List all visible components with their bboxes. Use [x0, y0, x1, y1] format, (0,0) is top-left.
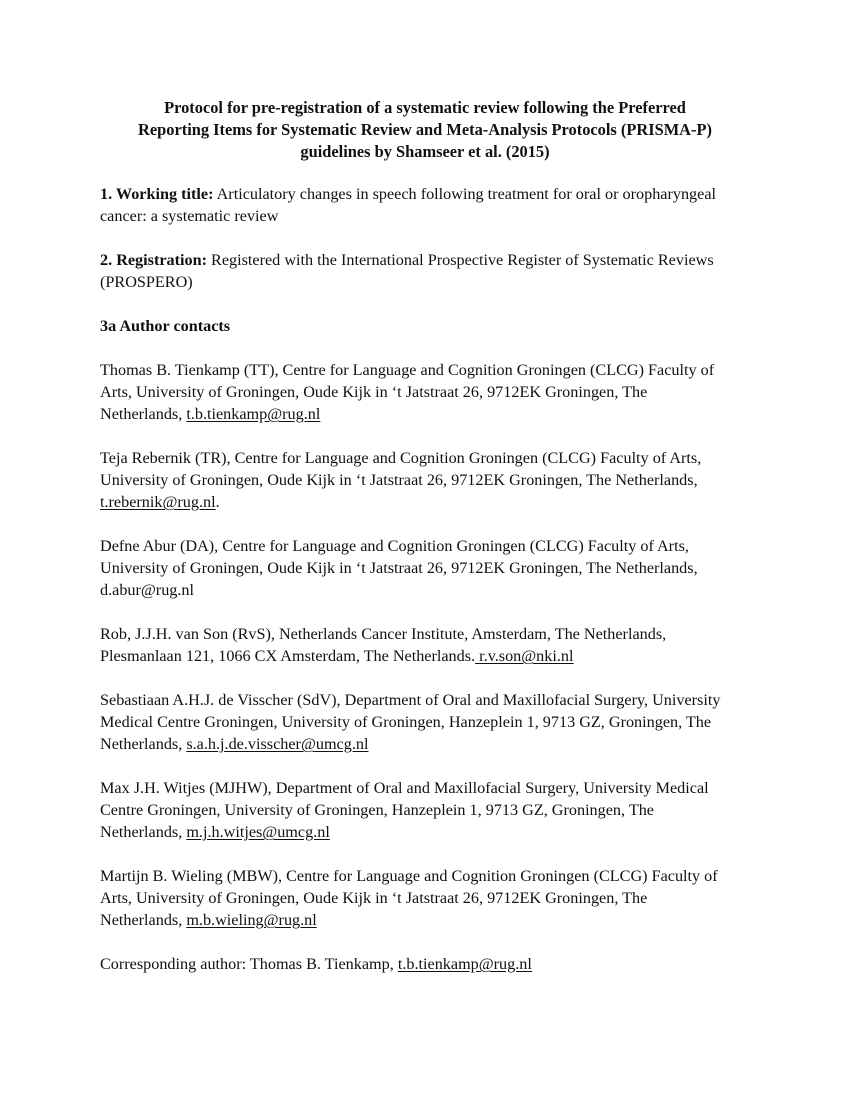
- author-email-link[interactable]: t.b.tienkamp@rug.nl: [186, 405, 321, 423]
- corresponding-email-link[interactable]: t.b.tienkamp@rug.nl: [397, 955, 532, 973]
- author-line: Rob, J.J.H. van Son (RvS), Netherlands Cancer Institute, Amsterdam, The Netherlands,: [100, 625, 667, 643]
- registration-text: Registered with the International Prospective Register of Systematic Reviews: [207, 251, 714, 269]
- author-line: Sebastiaan A.H.J. de Visscher (SdV), Department of Oral and Maxillofacial Surgery, University: [100, 691, 721, 709]
- author-entry: [100, 777, 750, 843]
- title-line: guidelines by Shamseer et al. (2015): [300, 142, 550, 161]
- working-title-section: [100, 183, 750, 227]
- author-line: Teja Rebernik (TR), Centre for Language and Cognition Groningen (CLCG) Faculty of Arts,: [100, 449, 702, 467]
- working-title-text: cancer: a systematic review: [100, 207, 279, 225]
- title-line: Protocol for pre-registration of a systematic review following the Preferred: [164, 98, 686, 117]
- author-email-link[interactable]: m.b.wieling@rug.nl: [186, 911, 317, 929]
- author-line: Netherlands,: [100, 735, 187, 753]
- corresponding-author: [100, 953, 750, 975]
- corresponding-author-text: Corresponding author: Thomas B. Tienkamp,: [100, 955, 398, 973]
- registration-section: [100, 249, 750, 293]
- author-line: Netherlands,: [100, 911, 187, 929]
- working-title-text: Articulatory changes in speech following treatment for oral or oropharyngeal: [213, 185, 717, 203]
- author-line: University of Groningen, Oude Kijk in ‘t Jatstraat 26, 9712EK Groningen, The Netherlands,: [100, 559, 698, 577]
- author-line: Plesmanlaan 121, 1066 CX Amsterdam, The Netherlands.: [100, 647, 476, 665]
- working-title-label: 1. Working title:: [100, 185, 214, 203]
- author-entry: [100, 689, 750, 755]
- author-entry: [100, 623, 750, 667]
- author-entry: [100, 535, 750, 601]
- author-entry: [100, 359, 750, 425]
- registration-text: (PROSPERO): [100, 273, 193, 291]
- title-line: Reporting Items for Systematic Review and Meta-Analysis Protocols (PRISMA-P): [138, 120, 712, 139]
- author-email-link[interactable]: r.v.son@nki.nl: [475, 647, 574, 665]
- author-line: Arts, University of Groningen, Oude Kijk in ‘t Jatstraat 26, 9712EK Groningen, The: [100, 889, 648, 907]
- author-line: Centre Groningen, University of Groningen, Hanzeplein 1, 9713 GZ, Groningen, The: [100, 801, 654, 819]
- author-email-link[interactable]: t.rebernik@rug.nl: [100, 493, 216, 511]
- author-line: Netherlands,: [100, 405, 187, 423]
- author-email-text: d.abur@rug.nl: [100, 581, 195, 599]
- author-line: Netherlands,: [100, 823, 187, 841]
- author-email-link[interactable]: m.j.h.witjes@umcg.nl: [186, 823, 330, 841]
- author-entry: [100, 447, 750, 513]
- author-line-suffix: .: [215, 493, 220, 511]
- author-email-link[interactable]: s.a.h.j.de.visscher@umcg.nl: [186, 735, 369, 753]
- author-entry: [100, 865, 750, 931]
- registration-label: 2. Registration:: [100, 251, 207, 269]
- author-line: Defne Abur (DA), Centre for Language and Cognition Groningen (CLCG) Faculty of Arts,: [100, 537, 689, 555]
- author-line: Martijn B. Wieling (MBW), Centre for Language and Cognition Groningen (CLCG) Faculty of: [100, 867, 718, 885]
- author-contacts-heading: 3a Author contacts: [100, 317, 231, 335]
- author-line: Medical Centre Groningen, University of Groningen, Hanzeplein 1, 9713 GZ, Groningen, The: [100, 713, 712, 731]
- document-title: [100, 97, 750, 163]
- author-line: Arts, University of Groningen, Oude Kijk in ‘t Jatstraat 26, 9712EK Groningen, The: [100, 383, 648, 401]
- author-line: Thomas B. Tienkamp (TT), Centre for Language and Cognition Groningen (CLCG) Faculty of: [100, 361, 715, 379]
- author-line: University of Groningen, Oude Kijk in ‘t Jatstraat 26, 9712EK Groningen, The Netherlands,: [100, 471, 698, 489]
- document-page: [100, 97, 750, 997]
- author-line: Max J.H. Witjes (MJHW), Department of Oral and Maxillofacial Surgery, University Medical: [100, 779, 709, 797]
